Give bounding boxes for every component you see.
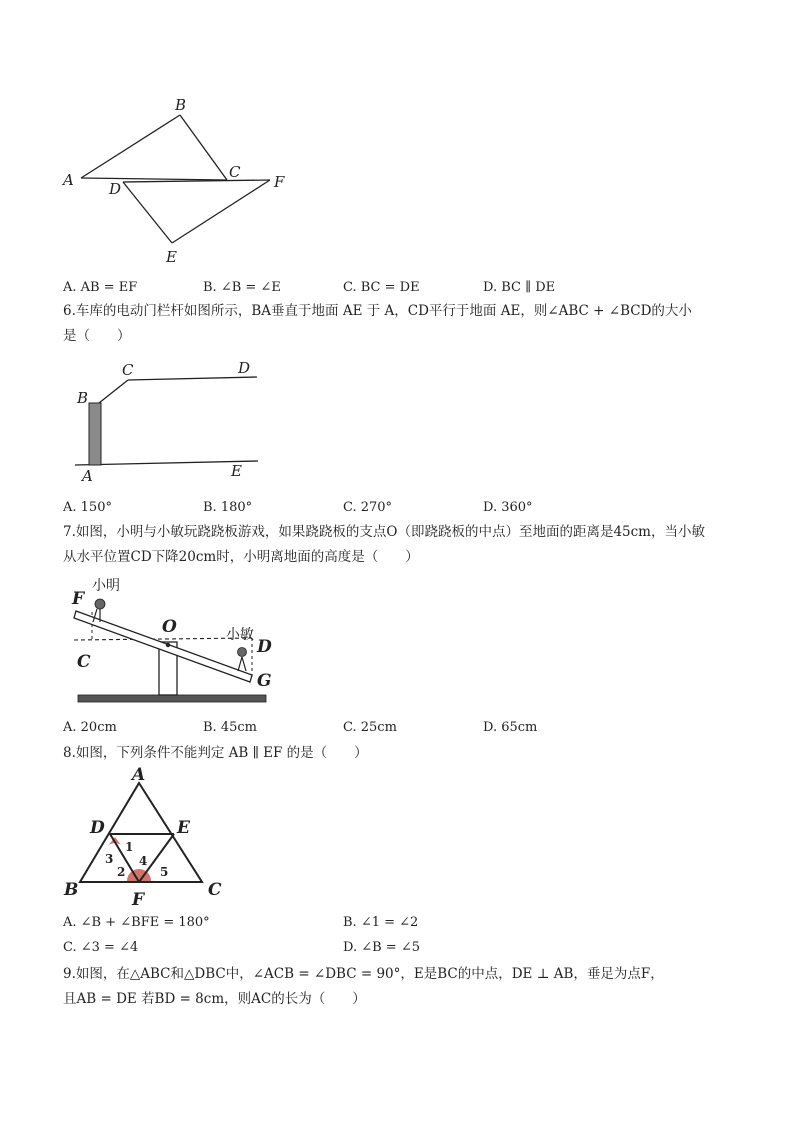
label-G: G <box>257 671 272 691</box>
q7-option-c[interactable]: C. 25cm <box>343 720 397 735</box>
label-A: A <box>82 467 93 485</box>
segment-DF <box>123 180 270 182</box>
q5-figure <box>55 90 315 270</box>
q9-stem-line2: 且AB = DE 若BD = 8cm，则AC的长为（ ） <box>63 991 366 1007</box>
label-C: C <box>229 163 241 181</box>
q7-stem-line1: 7.如图，小明与小敏玩跷跷板游戏，如果跷跷板的支点O（即跷跷板的中点）至地面的距离是45cm，当小敏 <box>63 524 705 540</box>
q8-stem-line1: 8.如图，下列条件不能判定 AB ∥ EF 的是（ ） <box>63 745 368 761</box>
q5-option-d[interactable]: D. BC ∥ DE <box>483 280 556 295</box>
q8-figure <box>62 765 242 910</box>
xiaoming-figure <box>95 599 105 609</box>
segment-EF <box>172 180 270 243</box>
label-A: A <box>132 765 146 785</box>
q8-option-a[interactable]: A. ∠B + ∠BFE = 180° <box>63 915 210 930</box>
segment-AC <box>81 178 227 180</box>
q6-option-a[interactable]: A. 150° <box>63 500 112 515</box>
label-angle-1: 1 <box>125 840 134 854</box>
label-B: B <box>77 389 89 407</box>
q6-option-c[interactable]: C. 270° <box>343 500 393 515</box>
label-angle-3: 3 <box>105 852 114 866</box>
q6-stem-line1: 6.车库的电动门栏杆如图所示，BA垂直于地面 AE 于 A，CD平行于地面 AE，则∠ABC + ∠BCD的大小 <box>63 303 692 319</box>
q5-option-b[interactable]: B. ∠B = ∠E <box>203 280 281 295</box>
label-xiaomin: 小敏 <box>226 627 254 643</box>
label-angle-5: 5 <box>160 865 169 879</box>
label-D: D <box>109 180 122 198</box>
label-F: F <box>132 890 145 910</box>
segment-BC <box>99 380 128 403</box>
q6-stem-line2: 是（ ） <box>63 328 131 344</box>
label-F: F <box>72 589 85 609</box>
segment-DE <box>123 182 172 243</box>
q7-stem-line2: 从水平位置CD下降20cm时，小明离地面的高度是（ ） <box>63 549 419 565</box>
q6-option-d[interactable]: D. 360° <box>483 500 533 515</box>
pivot-O <box>166 643 170 647</box>
label-B: B <box>64 880 79 900</box>
label-E: E <box>177 818 190 838</box>
segment-CD <box>128 377 257 380</box>
q9-stem-line1: 9.如图，在△ABC和△DBC中，∠ACB = ∠DBC = 90°，E是BC的中点，DE ⊥ AB，垂足为点F， <box>63 966 664 982</box>
label-angle-2: 2 <box>117 865 126 879</box>
label-C: C <box>77 652 91 672</box>
label-D: D <box>90 818 105 838</box>
label-E: E <box>166 248 177 266</box>
label-D: D <box>238 359 251 377</box>
q8-option-c[interactable]: C. ∠3 = ∠4 <box>63 940 139 955</box>
label-C: C <box>208 880 222 900</box>
q6-option-b[interactable]: B. 180° <box>203 500 253 515</box>
label-D: D <box>257 637 272 657</box>
ground <box>78 695 266 702</box>
q8-option-b[interactable]: B. ∠1 = ∠2 <box>343 915 419 930</box>
q5-option-a[interactable]: A. AB = EF <box>63 280 138 295</box>
q6-figure <box>60 355 270 490</box>
xiaomin-figure <box>238 648 247 657</box>
label-O: O <box>162 617 177 637</box>
q7-option-a[interactable]: A. 20cm <box>63 720 117 735</box>
segment-AB <box>81 115 180 178</box>
q7-option-b[interactable]: B. 45cm <box>203 720 257 735</box>
label-A: A <box>63 171 74 189</box>
xiaomin-body <box>238 657 246 671</box>
label-angle-4: 4 <box>139 854 148 868</box>
label-C: C <box>122 361 134 379</box>
label-xiaoming: 小明 <box>92 578 120 594</box>
q5-option-c[interactable]: C. BC = DE <box>343 280 420 295</box>
gate-post <box>89 403 101 465</box>
label-E: E <box>231 462 242 480</box>
q7-figure <box>62 572 282 712</box>
q8-option-d[interactable]: D. ∠B = ∠5 <box>343 940 420 955</box>
q7-option-d[interactable]: D. 65cm <box>483 720 538 735</box>
label-B: B <box>175 96 187 114</box>
segment-BC <box>180 115 227 180</box>
label-F: F <box>274 173 285 191</box>
